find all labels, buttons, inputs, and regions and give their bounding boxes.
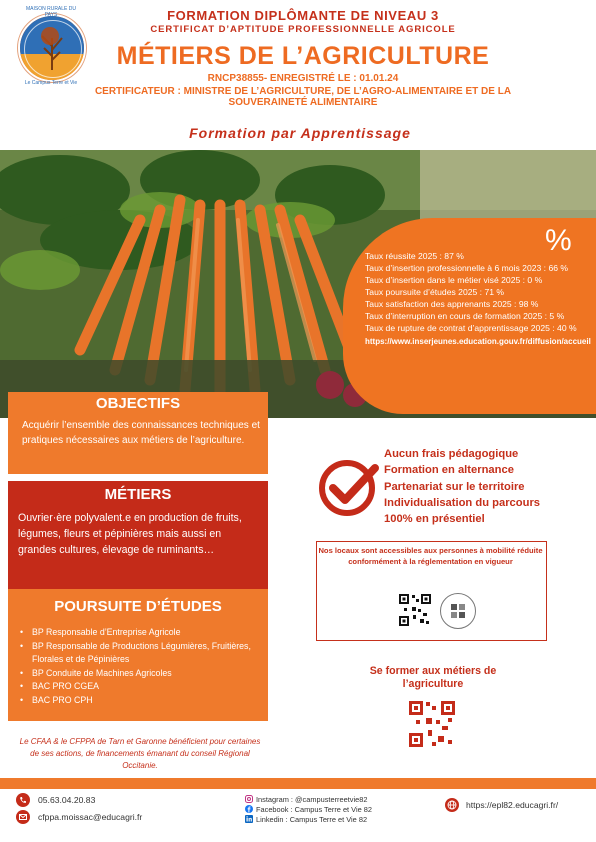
globe-icon: [445, 798, 459, 812]
rncp-registration: RNCP38855- ENREGISTRÉ LE : 01.01.24: [207, 73, 399, 84]
phone-icon: [16, 793, 30, 807]
stat-line: Taux d’insertion dans le métier visé 2025 : 0 %: [365, 275, 543, 285]
website-link[interactable]: https://epl82.educagri.fr/: [466, 800, 559, 810]
poursuite-list: [20, 626, 264, 708]
facebook-link[interactable]: Facebook : Campus Terre et Vie 82: [256, 805, 372, 814]
formation-level: FORMATION DIPLÔMANTE DE NIVEAU 3: [167, 8, 439, 23]
instagram-link[interactable]: Instagram : @campusterreetvie82: [256, 795, 368, 804]
formation-type: Formation par Apprentissage: [189, 125, 411, 141]
accessibility-text: Nos locaux sont accessibles aux personnes à mobilité réduite conformément à la réglementation en vigueur: [318, 546, 543, 566]
inserjeunes-link[interactable]: https://www.inserjeunes.education.gouv.fr/diffusion/accueil: [365, 337, 591, 346]
objectifs-text: Acquérir l’ensemble des connaissances techniques et pratiques nécessaires aux métiers de l’agriculture.: [22, 420, 260, 446]
list-item: • BP Responsable d’Entreprise Agricole: [20, 626, 264, 640]
stat-line: Taux de rupture de contrat d’apprentissage 2025 : 40 %: [365, 323, 577, 333]
feature-item: Aucun frais pédagogique: [384, 448, 519, 460]
metiers-line: grandes cultures, élevage de ruminants…: [18, 544, 215, 556]
facebook-icon: [245, 805, 253, 813]
feature-item: Individualisation du parcours: [384, 496, 541, 509]
certificateur: CERTIFICATEUR : MINISTRE DE L’AGRICULTURE, DE L’AGRO-ALIMENTAIRE ET DE LA SOUVERAINETÉ ALIMENTAIRE: [94, 86, 512, 108]
logo-top-text: MAISON RURALE DU PAYS: [25, 6, 76, 18]
checkmark-icon: [317, 456, 381, 520]
phone-number[interactable]: 05.63.04.20.83: [38, 795, 96, 805]
metiers-text: [18, 510, 263, 558]
former-slogan: Se former aux métiers de l’agriculture: [369, 665, 497, 690]
metiers-line: Ouvrier·ère polyvalent.e en production de fruits,: [18, 512, 242, 524]
stat-line: Taux satisfaction des apprenants 2025 : 98 %: [365, 299, 539, 309]
certificate-name: CERTIFICAT D’APTITUDE PROFESSIONNELLE AGRICOLE: [150, 24, 456, 35]
metiers-line: légumes, fleurs et pépinières mais aussi en: [18, 528, 222, 540]
linkedin-link[interactable]: Linkedin : Campus Terre et Vie 82: [256, 815, 368, 824]
linkedin-icon: [245, 815, 253, 823]
qr-code-icon[interactable]: [398, 593, 432, 627]
page-title: MÉTIERS DE L’AGRICULTURE: [116, 42, 490, 70]
qr-code-icon[interactable]: [408, 700, 456, 748]
list-item: • BAC PRO CGEA: [20, 680, 264, 694]
metiers-title: MÉTIERS: [104, 486, 172, 503]
feature-item: 100% en présentiel: [384, 513, 485, 526]
feature-item: Partenariat sur le territoire: [384, 480, 525, 493]
poursuite-title: POURSUITE D’ÉTUDES: [54, 598, 222, 615]
stat-line: Taux poursuite d’études 2025 : 71 %: [365, 287, 505, 297]
campus-logo: [18, 14, 86, 82]
features-list: [384, 446, 594, 527]
footer-divider: [0, 778, 596, 789]
list-item: • BAC PRO CPH: [20, 694, 264, 708]
accessibility-logo: [440, 593, 476, 629]
list-item: • BP Conduite de Machines Agricoles: [20, 667, 264, 681]
stat-line: Taux d’insertion professionnelle à 6 mois 2023 : 66 %: [365, 263, 569, 273]
feature-item: Formation en alternance: [384, 464, 514, 477]
list-item: • BP Responsable de Productions Légumières, Fruitières, Florales et de Pépinières: [20, 640, 264, 667]
email-icon: [16, 810, 30, 824]
logo-bottom-text: Le Campus Terre et Vie: [24, 80, 78, 86]
funding-note: Le CFAA & le CFPPA de Tarn et Garonne bénéficient pour certaines de ses actions, de financements émanant du conseil Régional Occitanie.: [19, 737, 261, 770]
stats-list: [365, 250, 591, 356]
stat-line: Taux réussite 2025 : 87 %: [365, 251, 464, 261]
objectifs-title: OBJECTIFS: [95, 395, 181, 412]
stat-line: Taux d’interruption en cours de formation 2025 : 5 %: [365, 311, 565, 321]
instagram-icon: [245, 795, 253, 803]
email-link[interactable]: cfppa.moissac@educagri.fr: [38, 812, 143, 822]
percent-icon: %: [545, 224, 572, 257]
